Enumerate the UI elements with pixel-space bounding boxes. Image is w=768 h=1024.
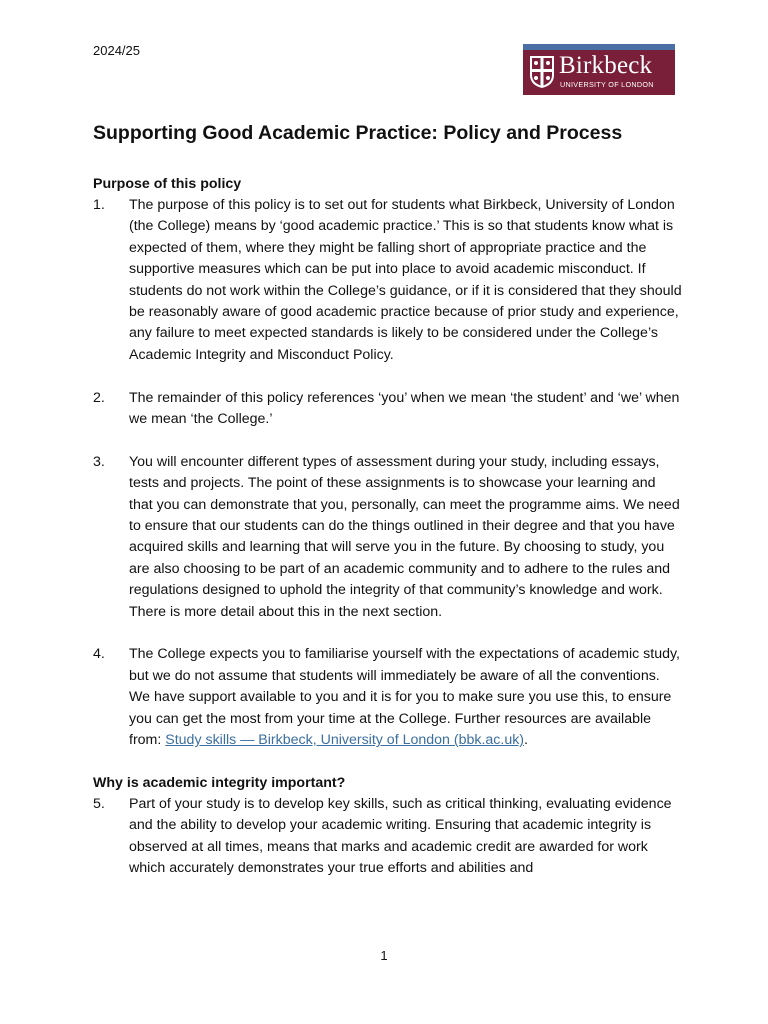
paragraph-number: 2.: [93, 389, 105, 406]
paragraph-text-with-link: [129, 644, 683, 751]
document-body: [93, 174, 683, 880]
numbered-paragraph: [93, 644, 683, 751]
logo-wordmark: Birkbeck: [559, 52, 653, 79]
numbered-paragraph: [93, 195, 683, 366]
paragraph-number: 4.: [93, 646, 105, 663]
study-skills-link[interactable]: Study skills — Birkbeck, University of London (bbk.ac.uk): [165, 732, 525, 749]
paragraph-text: The College expects you to familiarise yourself with the expectations of academic study, but we do not assume that students will immediately be aware of all the conventions. We have support available to you and it is for you to make sure you use this, to ensure you can get the most from your time at the College. Further resources are available from:: [129, 646, 680, 749]
paragraph-number: 1.: [93, 197, 105, 213]
paragraph-text: You will encounter different types of assessment during your study, including essays, tests and projects. The point of these assignments is to showcase your learning and that you can demonstrate that you, personally, can meet the programme aims. We need to ensure that our students can do the things outlined in their degree and that you have acquired skills and learning that will serve you in the future. By choosing to study, you are also choosing to be part of an academic community and to adhere to the rules and regulations designed to uphold the integrity of that community’s knowledge and work. There is more detail about this in the next section.: [129, 453, 680, 620]
page-number: 1: [380, 948, 388, 963]
section-heading-integrity: Why is academic integrity important?: [93, 774, 346, 791]
page-title: Supporting Good Academic Practice: Policy and Process: [93, 122, 623, 144]
paragraph-trailing: .: [524, 732, 528, 749]
paragraph-text: The purpose of this policy is to set out for students what Birkbeck, University of London (the College) means by ‘good academic practice.’ This is so that students know what is expected of them, where they might be falling short of appropriate practice and the supportive measures which can be put into place to avoid academic misconduct. If students do not work within the College’s guidance, or if it is considered that they should be reasonably aware of good academic practice because of prior study and experience, any failure to meet expected standards is likely to be considered under the College’s Academic Integrity and Misconduct Policy.: [129, 197, 682, 363]
document-year: 2024/25: [93, 43, 140, 58]
section-heading-purpose: Purpose of this policy: [93, 176, 242, 192]
numbered-paragraph: [93, 452, 683, 623]
crest-icon: [529, 55, 555, 89]
paragraph-number: 3.: [93, 453, 105, 470]
paragraph-text: Part of your study is to develop key skills, such as critical thinking, evaluating evidence and the ability to develop your academic writing. Ensuring that academic integrity is observed at all times, means that marks and academic credit are awarded for work which accurately demonstrates your true efforts and abilities and: [129, 795, 672, 877]
logo-subtitle: UNIVERSITY OF LONDON: [560, 80, 654, 89]
paragraph-number: 5.: [93, 795, 105, 812]
numbered-paragraph: [93, 388, 683, 431]
numbered-paragraph: [93, 794, 683, 880]
birkbeck-logo: [523, 44, 675, 95]
paragraph-text: The remainder of this policy references ‘you’ when we mean ‘the student’ and ‘we’ when we mean ‘the College.’: [129, 389, 680, 428]
